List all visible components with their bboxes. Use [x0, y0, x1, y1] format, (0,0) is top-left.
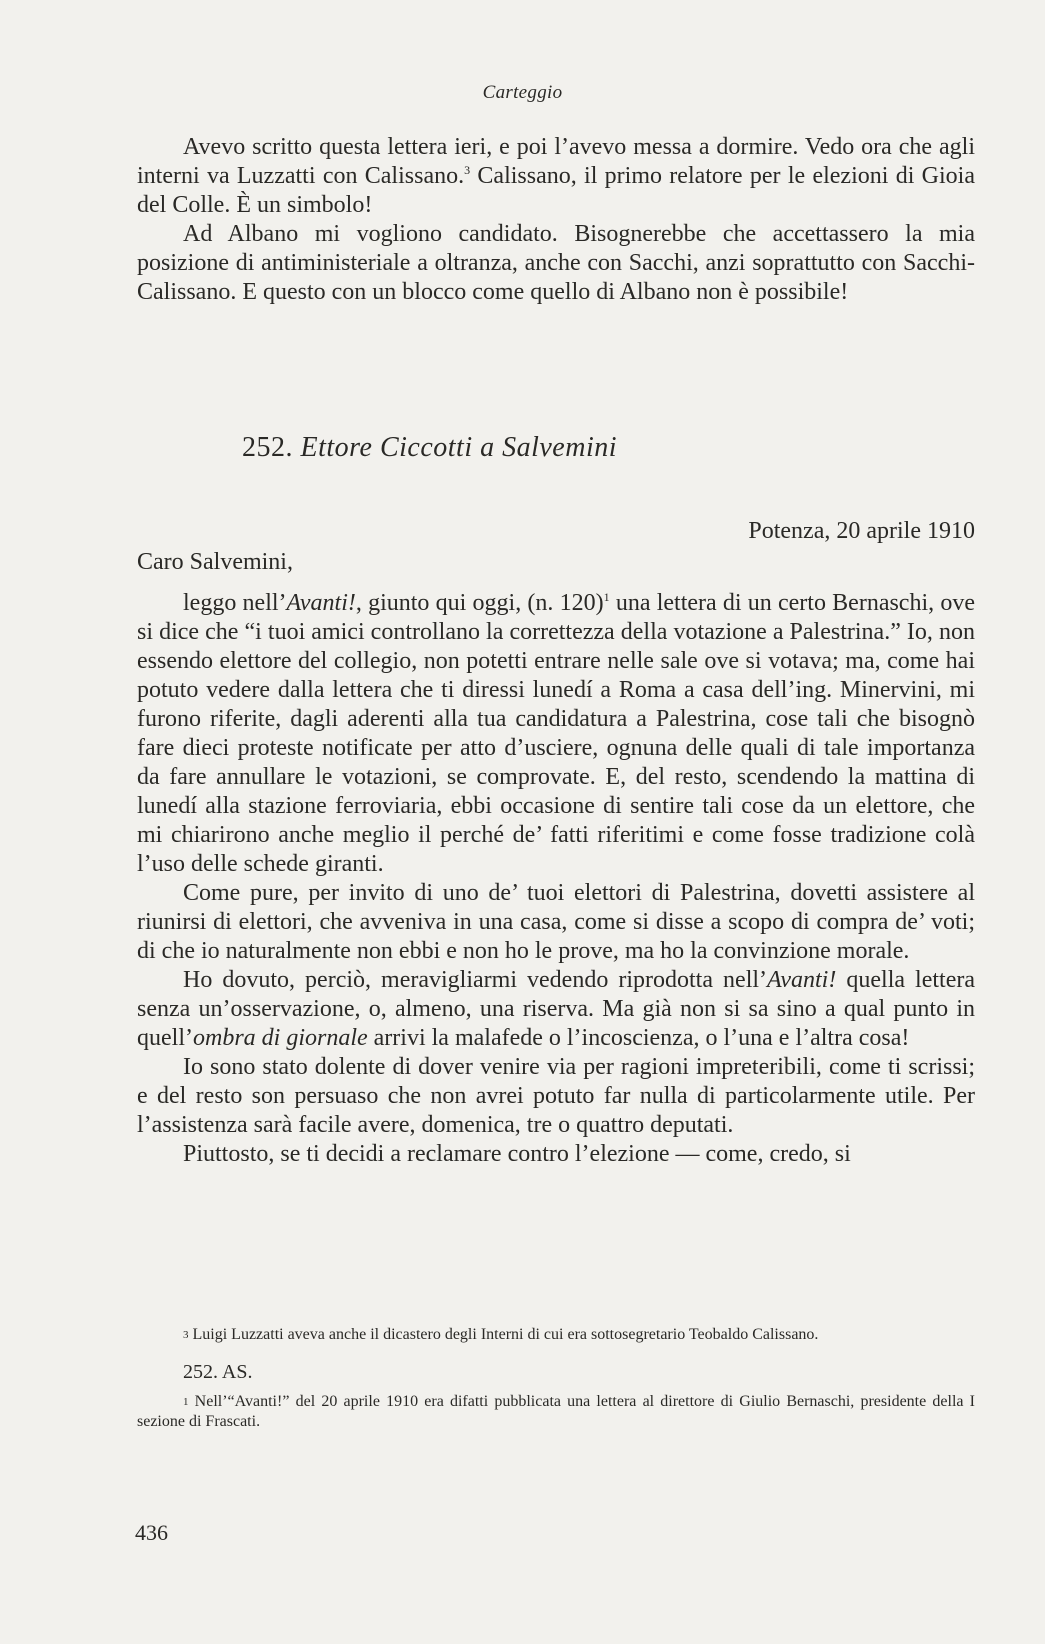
letter-body — [137, 589, 975, 1169]
footnote-1: $^1$ Nell’“Avanti!” del 20 aprile 1910 era difatti pubblicata una lettera al direttore di Giulio Bernaschi, presidente della I sezione di Frascati. — [137, 1393, 975, 1430]
footnote-ref-3: 3 — [464, 163, 471, 177]
letter-paragraph-2: Come pure, per invito di uno de’ tuoi elettori di Palestrina, dovetti assistere al riunirsi di elettori, che avveniva in una casa, come si disse a scopo di compra de’ voti; di che io naturalmente non ebbi e non ho le prove, ma ho la convinzione morale. — [137, 880, 975, 964]
footnote-3: $^3$ Luigi Luzzatti aveva anche il dicastero degli Interni di cui era sottosegretario Teobaldo Calissano. — [183, 1326, 819, 1343]
intro-paragraph-1: Avevo scritto questa lettera ieri, e poi l’avevo messa a dormire. Vedo ora che agli interni va Luzzatti con Calissano.$^3$ Calissano, il primo relatore per le elezioni di Gioia del Colle. È un simbolo! — [137, 134, 975, 218]
letter-paragraph-3: Ho dovuto, perciò, meravigliarmi vedendo riprodotta nell’Avanti! quella lettera senza un’osservazione, o, almeno, una riserva. Ma già non si sa sino a qual punto in quell’ombra di giornale arrivi la malafede o l’incoscienza, o l’una e l’altra cosa! — [137, 967, 975, 1051]
footnote-ref-1: 1 — [603, 590, 610, 604]
footnote-source-label: 252. AS. — [183, 1361, 253, 1383]
running-head: Carteggio — [482, 82, 563, 103]
footnotes — [137, 1325, 975, 1432]
letter-paragraph-4: Io sono stato dolente di dover venire via per ragioni impreteribili, come ti scrissi; e del resto son persuaso che non avrei potuto far nulla di particolarmente utile. Per l’assistenza sarà facile avere, domenica, tre o quattro deputati. — [137, 1054, 975, 1138]
letter-title: Ettore Ciccotti a Salvemini — [300, 432, 618, 463]
letter-salutation: Caro Salvemini, — [137, 549, 293, 575]
letter-heading — [242, 432, 617, 464]
page-number: 436 — [135, 1520, 168, 1545]
letter-number: 252. — [242, 432, 293, 463]
letter-dateline: Potenza, 20 aprile 1910 — [748, 518, 975, 544]
intro-text — [137, 133, 975, 307]
intro-paragraph-2: Ad Albano mi vogliono candidato. Bisognerebbe che accettassero la mia posizione di antiministeriale a oltranza, anche con Sacchi, anzi soprattutto con Sacchi-Calissano. E questo con un blocco come quello di Albano non è possibile! — [137, 221, 975, 305]
letter-paragraph-5: Piuttosto, se ti decidi a reclamare contro l’elezione — come, credo, si — [183, 1141, 851, 1167]
letter-paragraph-1: leggo nell’Avanti!, giunto qui oggi, (n. 120)$^1$ una lettera di un certo Bernaschi, ove si dice che “i tuoi amici controllano la correttezza della votazione a Palestrina.” Io, non essendo elettore del collegio, non potetti entrare nelle sale ove si votava; ma, come hai potuto vedere dalla lettera che ti diressi lunedí a Roma a casa dell’ing. Minervini, mi furono riferite, dagli aderenti alla tua candidatura a Palestrina, cose tali che bisognò fare dieci proteste notificate per atto d’usciere, ognuna delle quali di tale importanza da fare annullare le votazioni, se comprovate. E, del resto, scendendo la mattina di lunedí alla stazione ferroviaria, ebbi occasione di sentire tali cose da un elettore, che mi chiarirono anche meglio il perché de’ fatti riferitimi e come fosse tradizione colà l’uso delle schede giranti. — [137, 590, 975, 877]
